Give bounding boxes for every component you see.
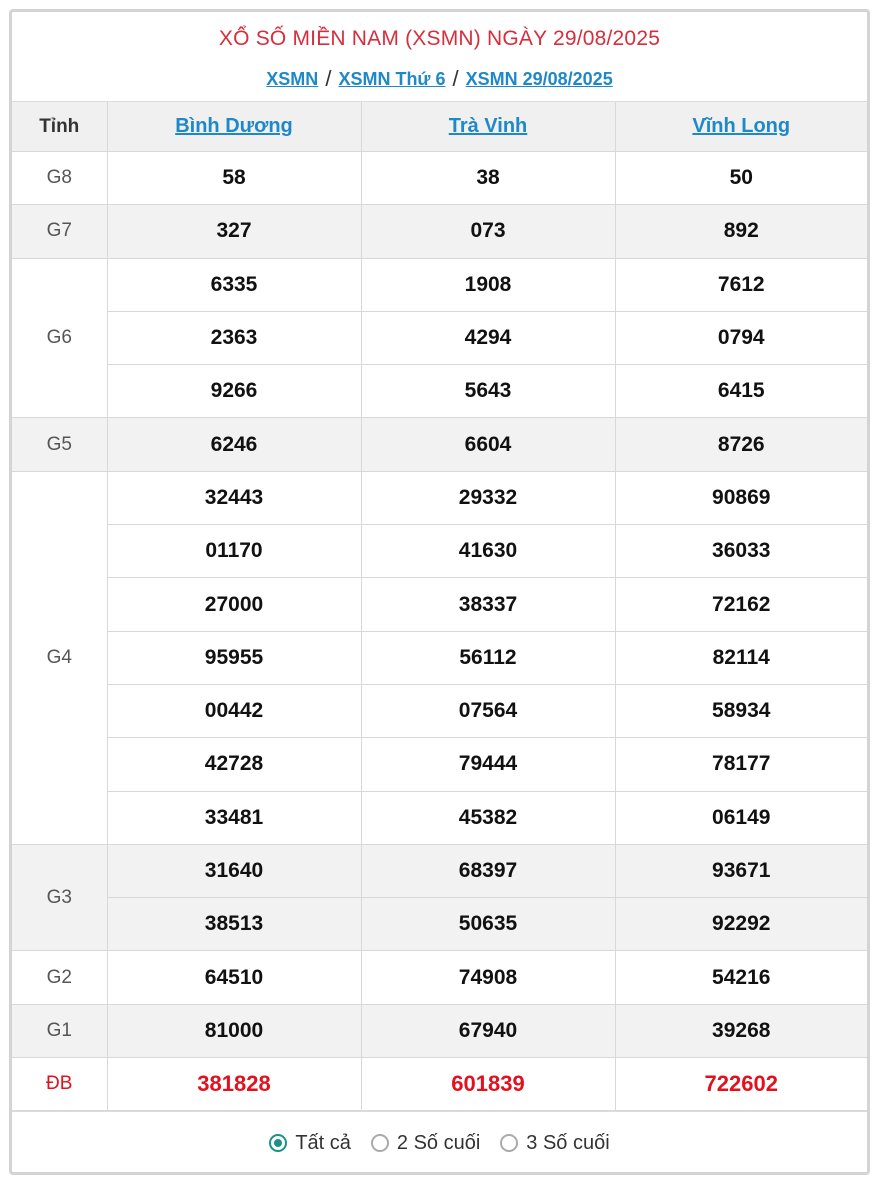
filter-option-2-digits[interactable] [371, 1132, 480, 1155]
results-table [12, 102, 867, 1111]
column-header-tinh: Tỉnh [12, 102, 107, 152]
table-row [12, 631, 867, 684]
filter-option-label: Tất cả [295, 1131, 351, 1154]
province-link-binh-duong[interactable]: Bình Dương [175, 115, 293, 137]
prize-number: 0794 [615, 311, 867, 364]
prize-number: 327 [107, 205, 361, 258]
prize-number: 33481 [107, 791, 361, 844]
table-row [12, 258, 867, 311]
filter-option-3-digits[interactable] [500, 1132, 609, 1155]
prize-number: 4294 [361, 311, 615, 364]
page-title: XỔ SỐ MIỀN NAM (XSMN) NGÀY 29/08/2025 [218, 27, 661, 50]
table-row [12, 471, 867, 524]
prize-label: G6 [12, 258, 107, 418]
prize-number: 45382 [361, 791, 615, 844]
table-row [12, 365, 867, 418]
prize-number: 7612 [615, 258, 867, 311]
prize-number: 42728 [107, 738, 361, 791]
prize-number: 93671 [615, 844, 867, 897]
prize-number: 2363 [107, 311, 361, 364]
column-header-province [615, 102, 867, 152]
prize-number: 67940 [361, 1004, 615, 1057]
prize-number: 41630 [361, 525, 615, 578]
prize-number: 90869 [615, 471, 867, 524]
results-card [9, 9, 870, 1175]
breadcrumb-separator: / [452, 66, 459, 91]
table-row [12, 898, 867, 951]
table-header-row [12, 102, 867, 152]
results-header [12, 12, 867, 102]
special-prize-number: 722602 [615, 1058, 867, 1111]
prize-number: 72162 [615, 578, 867, 631]
prize-number: 6604 [361, 418, 615, 471]
radio-icon[interactable] [371, 1134, 389, 1152]
prize-number: 58 [107, 152, 361, 205]
column-header-province [361, 102, 615, 152]
prize-number: 58934 [615, 684, 867, 737]
prize-number: 38337 [361, 578, 615, 631]
table-row [12, 738, 867, 791]
prize-number: 27000 [107, 578, 361, 631]
breadcrumb-separator: / [325, 66, 332, 91]
prize-label: G7 [12, 205, 107, 258]
prize-number: 92292 [615, 898, 867, 951]
table-row [12, 418, 867, 471]
digit-filter [12, 1111, 867, 1174]
prize-number: 1908 [361, 258, 615, 311]
column-header-province [107, 102, 361, 152]
prize-number: 81000 [107, 1004, 361, 1057]
table-row [12, 1058, 867, 1111]
prize-number: 95955 [107, 631, 361, 684]
radio-icon[interactable] [269, 1134, 287, 1152]
filter-option-label: 2 Số cuối [396, 1131, 481, 1154]
prize-number: 68397 [361, 844, 615, 897]
table-row [12, 578, 867, 631]
prize-number: 82114 [615, 631, 867, 684]
prize-label: G2 [12, 951, 107, 1004]
prize-number: 50635 [361, 898, 615, 951]
table-row [12, 152, 867, 205]
prize-label: G4 [12, 471, 107, 844]
prize-number: 00442 [107, 684, 361, 737]
prize-number: 6246 [107, 418, 361, 471]
prize-label: G1 [12, 1004, 107, 1057]
prize-number: 5643 [361, 365, 615, 418]
prize-number: 50 [615, 152, 867, 205]
prize-number: 78177 [615, 738, 867, 791]
prize-number: 06149 [615, 791, 867, 844]
breadcrumb [12, 65, 867, 91]
prize-number: 36033 [615, 525, 867, 578]
prize-label: G3 [12, 844, 107, 951]
prize-number: 8726 [615, 418, 867, 471]
special-prize-number: 381828 [107, 1058, 361, 1111]
prize-number: 31640 [107, 844, 361, 897]
province-link-tra-vinh[interactable]: Trà Vinh [448, 115, 528, 137]
prize-number: 54216 [615, 951, 867, 1004]
prize-number: 56112 [361, 631, 615, 684]
prize-number: 64510 [107, 951, 361, 1004]
breadcrumb-xsmn[interactable]: XSMN [266, 69, 319, 89]
prize-number: 29332 [361, 471, 615, 524]
table-row [12, 1004, 867, 1057]
filter-option-label: 3 Số cuối [526, 1131, 610, 1154]
prize-number: 39268 [615, 1004, 867, 1057]
radio-icon[interactable] [500, 1134, 518, 1152]
prize-label: ĐB [12, 1058, 107, 1111]
prize-number: 79444 [361, 738, 615, 791]
table-row [12, 844, 867, 897]
table-row [12, 684, 867, 737]
province-link-vinh-long[interactable]: Vĩnh Long [692, 115, 791, 137]
prize-number: 9266 [107, 365, 361, 418]
special-prize-number: 601839 [361, 1058, 615, 1111]
prize-label: G8 [12, 152, 107, 205]
table-row [12, 791, 867, 844]
prize-number: 38513 [107, 898, 361, 951]
prize-number: 6335 [107, 258, 361, 311]
prize-number: 6415 [615, 365, 867, 418]
prize-number: 073 [361, 205, 615, 258]
table-row [12, 951, 867, 1004]
breadcrumb-xsmn-thu6[interactable]: XSMN Thứ 6 [338, 69, 446, 89]
table-row [12, 525, 867, 578]
prize-number: 38 [361, 152, 615, 205]
prize-number: 892 [615, 205, 867, 258]
prize-number: 01170 [107, 525, 361, 578]
table-row [12, 311, 867, 364]
prize-label: G5 [12, 418, 107, 471]
prize-number: 07564 [361, 684, 615, 737]
prize-number: 74908 [361, 951, 615, 1004]
breadcrumb-xsmn-date[interactable]: XSMN 29/08/2025 [465, 69, 613, 89]
filter-option-all[interactable] [269, 1132, 351, 1155]
table-row [12, 205, 867, 258]
prize-number: 32443 [107, 471, 361, 524]
